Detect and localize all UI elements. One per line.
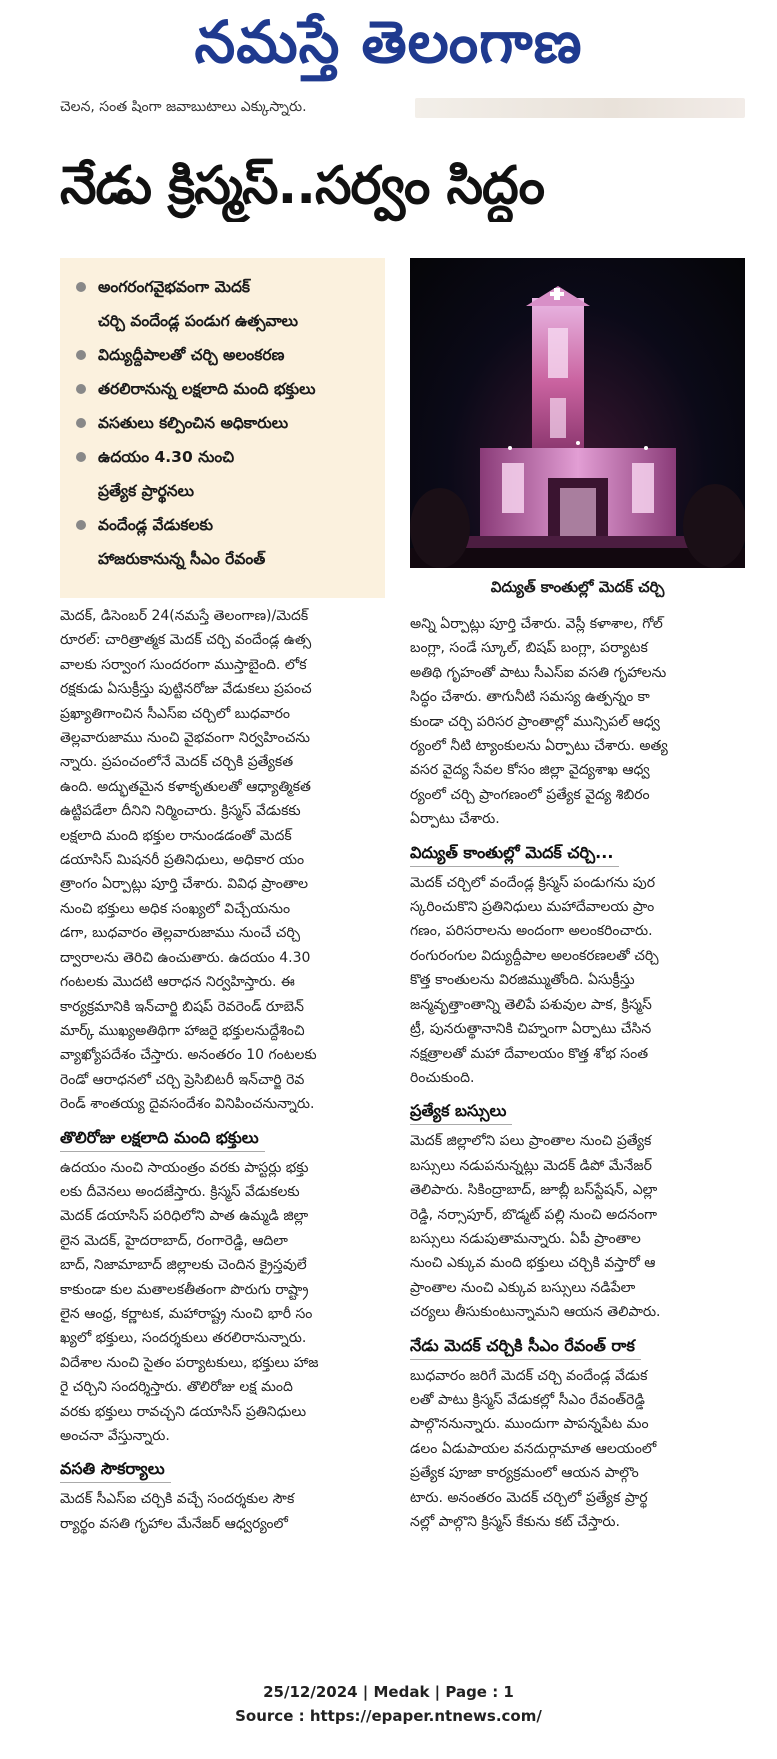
previous-article-strip: చెలన, సంత షింగా జవాబుటాలు ఎక్కుస్నారు. (60, 99, 307, 115)
text-line: డగా, బుధవారం తెల్లవారుజాము నుంచే చర్చి (60, 925, 301, 942)
text-line: మెదక్ డయాసిస్ పరిధిలోని పాత ఉమ్మడి జిల్లా (60, 1208, 309, 1225)
footer-date-edition: 25/12/2024 | Medak | Page : 1 (263, 1683, 514, 1701)
highlight-line: వసతులు కల్పించిన అధికారులు (98, 414, 289, 432)
text-line: విదేశాల నుంచి సైతం పర్యాటకులు, భక్తులు హాజ (60, 1354, 319, 1371)
text-line: ర్యార్థం వసతి గృహాల మేనేజర్ ఆధ్వర్యంలో (60, 1515, 288, 1532)
text-line: త్రాంగం ఏర్పాట్లు పూర్తి చేశారు. వివిధ ప్రాంతాల (60, 876, 309, 893)
text-line: రక్షకుడు ఏసుక్రీస్తు పుట్టినరోజు వేడుకలు ప్రపంచ (60, 681, 312, 698)
text-line: రెండో ఆరాధనలో చర్చి ప్రెసిబిటరీ ఇన్‌చార్జి రెవ (60, 1071, 305, 1088)
bullet-icon (76, 282, 86, 292)
text-line: గణం, పరిసరాలను అందంగా అలంకరించారు. (410, 923, 653, 940)
church-illustration (410, 258, 745, 568)
highlight-line: హాజరుకానున్న సీఎం రేవంత్ (98, 550, 266, 568)
highlight-item (72, 440, 375, 508)
subheading-first-day: తొలిరోజు లక్షలాది మంది భక్తులు (60, 1125, 265, 1152)
highlight-item (72, 406, 375, 440)
highlights-box (60, 258, 385, 598)
subheading-accommodation: వసతి సౌకర్యాలు (60, 1456, 171, 1483)
right-paragraph-1 (410, 612, 745, 832)
text-line: ఖ్యలో భక్తులు, సందర్శకులు తరలిరానున్నారు. (60, 1330, 307, 1347)
text-line: తెలిపారు. సికింద్రాబాద్, జూబ్లీ బస్‌స్టేషన్, ఎల్లా (410, 1182, 658, 1199)
text-line: లక్షలాది మంది భక్తుల రానుండడంతో మెదక్ (60, 827, 292, 844)
text-line: లైన ఆంధ్ర, కర్ణాటక, మహారాష్ట్ర నుంచి భారీ సం (60, 1305, 313, 1322)
text-line: వసర వైద్య సేవల కోసం జిల్లా వైద్యశాఖ ఆధ్వ (410, 762, 650, 779)
text-line: రై చర్చిని సందర్శిస్తారు. తొలిరోజు లక్ష మంది (60, 1379, 293, 1396)
left-paragraph-1 (60, 604, 395, 1117)
text-line: సిద్ధం చేశారు. తాగునీటి సమస్య ఉత్పన్నం కా (410, 689, 650, 706)
newspaper-logo: నమస్తే తెలంగాణ (194, 8, 583, 76)
text-line: అన్ని ఏర్పాట్లు పూర్తి చేశారు. వెస్లీ కళాశాల, గోల్ (410, 616, 663, 632)
text-line: పాల్గొననున్నారు. ముందుగా పాపన్నపేట మం (410, 1416, 649, 1433)
right-paragraph-4 (410, 1364, 745, 1535)
text-line: ఉట్టిపడేలా దీనిని నిర్మించారు. క్రిస్మస్ వేడుకకు (60, 803, 301, 820)
highlight-line: అంగరంగవైభవంగా మెదక్ (98, 278, 251, 296)
left-column (60, 604, 395, 1536)
text-line: చర్యలు తీసుకుంటున్నామని ఆయన తెలిపారు. (410, 1304, 661, 1321)
left-paragraph-2 (60, 1156, 395, 1449)
text-line: ప్రత్యేక పూజా కార్యక్రమంలో ఆయన పాల్గొం (410, 1465, 639, 1482)
text-line: కార్యక్రమానికి ఇన్‌చార్జి బిషప్ రెవరెండ్ రూబెన్ (60, 998, 304, 1015)
text-line: టారు. అనంతరం మెదక్ చర్చిలో ప్రత్యేక ప్రార్థ (410, 1489, 648, 1506)
text-line: ర్యంలో చర్చి ప్రాంగణంలో ప్రత్యేక వైద్య శిబిరం (410, 786, 650, 803)
text-line: రించుకుంది. (410, 1069, 475, 1086)
text-line: న్నారు. ప్రపంచంలోనే మెదక్ చర్చికి ప్రత్యేకత (60, 754, 294, 771)
text-line: కొత్త కాంతులను విరజిమ్ముతోంది. ఏసుక్రీస్తు (410, 972, 635, 989)
masthead (0, 0, 777, 90)
left-paragraph-3 (60, 1487, 395, 1536)
text-line: కాకుండా కుల మతాలకతీతంగా పొరుగు రాష్ట్రా (60, 1281, 309, 1298)
highlight-line: ఉదయం 4.30 నుంచి (98, 448, 235, 466)
right-column (410, 612, 745, 1534)
text-line: కుండా చర్చి పరిసర ప్రాంతాల్లో మున్సిపల్ ఆధ్వ (410, 713, 660, 730)
headline: నేడు క్రిస్మస్..సర్వం సిద్ధం (60, 156, 545, 216)
text-line: రూరల్: చారిత్రాత్మక మెదక్ చర్చి వందేండ్ల ఉత్స (60, 632, 312, 649)
text-line: రెడ్డి, నర్సాపూర్, బొడ్మట్ పల్లి నుంచి అదనంగా (410, 1206, 658, 1223)
highlight-item (72, 338, 375, 372)
text-line: ఉంది. అద్భుతమైన కళాకృతులతో ఆధ్యాత్మికత (60, 778, 311, 795)
strip-image (415, 98, 745, 118)
text-line: రెండ్ శాంతయ్య దైవసందేశం వినిపించనున్నారు. (60, 1096, 315, 1113)
text-line: డయాసిస్ మిషనరీ ప్రతినిధులు, అధికార యం (60, 852, 305, 869)
text-line: ప్రఖ్యాతిగాంచిన సీఎస్ఐ చర్చిలో బుధవారం (60, 705, 290, 722)
subheading-special-buses: ప్రత్యేక బస్సులు (410, 1098, 512, 1125)
text-line: మెదక్, డిసెంబర్ 24(నమస్తే తెలంగాణ)/మెదక్ (60, 608, 309, 624)
bullet-icon (76, 418, 86, 428)
bullet-icon (76, 452, 86, 462)
footer-source-link[interactable]: Source : https://epaper.ntnews.com/ (235, 1707, 542, 1725)
text-line: స్కరించుకొని ప్రతినిధులు మహాదేవాలయ ప్రాం (410, 899, 655, 916)
text-line: ద్వారాలను తెరిచి ఉంచుతారు. ఉదయం 4.30 (60, 949, 311, 966)
highlight-item (72, 270, 375, 338)
text-line: ప్రాంతాల నుంచి ఎక్కువ బస్సులు నడిపేలా (410, 1279, 636, 1296)
highlight-item (72, 372, 375, 406)
highlight-line: విద్యుద్దీపాలతో చర్చి అలంకరణ (98, 346, 285, 364)
text-line: నుంచి ఎక్కువ మంది భక్తులు చర్చికి వస్తారో ఆ (410, 1255, 656, 1272)
photo-caption: విద్యుత్ కాంతుల్లో మెదక్ చర్చి (490, 578, 665, 596)
text-line: రంగురంగుల విద్యుద్దీపాల అలంకరణలతో చర్చి (410, 947, 659, 964)
subheading-cm-visit: నేడు మెదక్ చర్చికి సీఎం రేవంత్ రాక (410, 1333, 641, 1360)
highlight-item (72, 508, 375, 576)
right-paragraph-2 (410, 871, 745, 1091)
text-line: బంగ్లా, సండే స్కూల్, బిషప్ బంగ్లా, పర్యాటక (410, 640, 648, 657)
text-line: మార్క్ ముఖ్యఅతిథిగా హాజరై భక్తులనుద్దేశించి (60, 1022, 305, 1039)
text-line: నుంచి భక్తులు అధిక సంఖ్యలో విచ్చేయనుం (60, 900, 291, 917)
text-line: అతిథి గృహంతో పాటు సీఎస్ఐ వసతి గృహాలను (410, 664, 667, 681)
text-line: గంటలకు మొదటి ఆరాధన నిర్వహిస్తారు. ఈ (60, 974, 295, 991)
text-line: డలం ఏడుపాయల వనదుర్గామాత ఆలయంలో (410, 1440, 657, 1457)
text-line: లతో పాటు క్రిస్మస్ వేడుకల్లో సీఎం రేవంత్‌రెడ్డి (410, 1391, 645, 1408)
text-line: ఉదయం నుంచి సాయంత్రం వరకు పాస్టర్లు భక్తు (60, 1159, 309, 1176)
text-line: వరకు భక్తులు రావచ్చని డయాసిస్ ప్రతినిధులు (60, 1403, 307, 1420)
text-line: బుధవారం జరిగే మెదక్ చర్చి వందేండ్ల వేడుక (410, 1367, 648, 1384)
text-line: ఏర్పాటు చేశారు. (410, 811, 500, 828)
text-line: వాలకు సర్వాంగ సుందరంగా ముస్తాబైంది. లోక (60, 656, 307, 673)
text-line: ట్రీ, పునరుత్థానానికి చిహ్నంగా ఏర్పాటు చేసిన (410, 1021, 652, 1038)
highlight-line: తరలిరానున్న లక్షలాది మంది భక్తులు (98, 380, 316, 398)
text-line: బాద్, నిజామాబాద్ జిల్లాలకు చెందిన క్రైస్తవులే (60, 1257, 307, 1274)
text-line: నక్షత్రాలతో మహా దేవాలయం కొత్త శోభ సంత (410, 1045, 649, 1062)
bullet-icon (76, 384, 86, 394)
text-line: లకు దీవెనలు అందజేస్తారు. క్రిస్మస్ వేడుకలకు (60, 1183, 300, 1200)
church-photo (410, 258, 745, 568)
text-line: మెదక్ జిల్లాలోని పలు ప్రాంతాల నుంచి ప్రత్యేక (410, 1133, 652, 1150)
right-paragraph-3 (410, 1129, 745, 1324)
highlight-line: చర్చి వందేండ్ల పండుగ ఉత్సవాలు (98, 312, 299, 330)
text-line: జన్మవృత్తాంతాన్ని తెలిపే పశువుల పాక, క్రిస్మస్ (410, 996, 652, 1013)
text-line: తెల్లవారుజాము నుంచి వైభవంగా నిర్వహించను (60, 730, 311, 747)
bullet-icon (76, 350, 86, 360)
text-line: వ్యాఖ్యోపదేశం చేస్తారు. అనంతరం 10 గంటలకు (60, 1047, 317, 1064)
highlight-line: ప్రత్యేక ప్రార్థనలు (98, 482, 194, 500)
text-line: నల్లో పాల్గొని క్రిస్మస్ కేకును కట్ చేస్తారు. (410, 1514, 620, 1530)
text-line: బస్సులు నడుపుతామన్నారు. ఏపీ ప్రాంతాల (410, 1230, 641, 1247)
subheading-lights: విద్యుత్ కాంతుల్లో మెదక్ చర్చి... (410, 840, 619, 867)
text-line: అంచనా వేస్తున్నారు. (60, 1428, 170, 1444)
text-line: మెదక్ సీఎస్ఐ చర్చికి వచ్చే సందర్శకుల సౌక (60, 1491, 295, 1508)
text-line: బస్సులు నడుపనున్నట్లు మెదక్ డిపో మేనేజర్ (410, 1157, 652, 1174)
text-line: లైన మెదక్, హైదరాబాద్, రంగారెడ్డి, ఆదిలా (60, 1232, 288, 1249)
text-line: ర్యంలో నీటి ట్యాంకులను ఏర్పాటు చేశారు. అత్య (410, 738, 668, 755)
text-line: మెదక్ చర్చిలో వందేండ్ల క్రిస్మస్ పండుగను పుర (410, 874, 656, 891)
bullet-icon (76, 520, 86, 530)
footer (0, 1680, 777, 1728)
highlight-line: వందేండ్ల వేడుకలకు (98, 516, 213, 534)
